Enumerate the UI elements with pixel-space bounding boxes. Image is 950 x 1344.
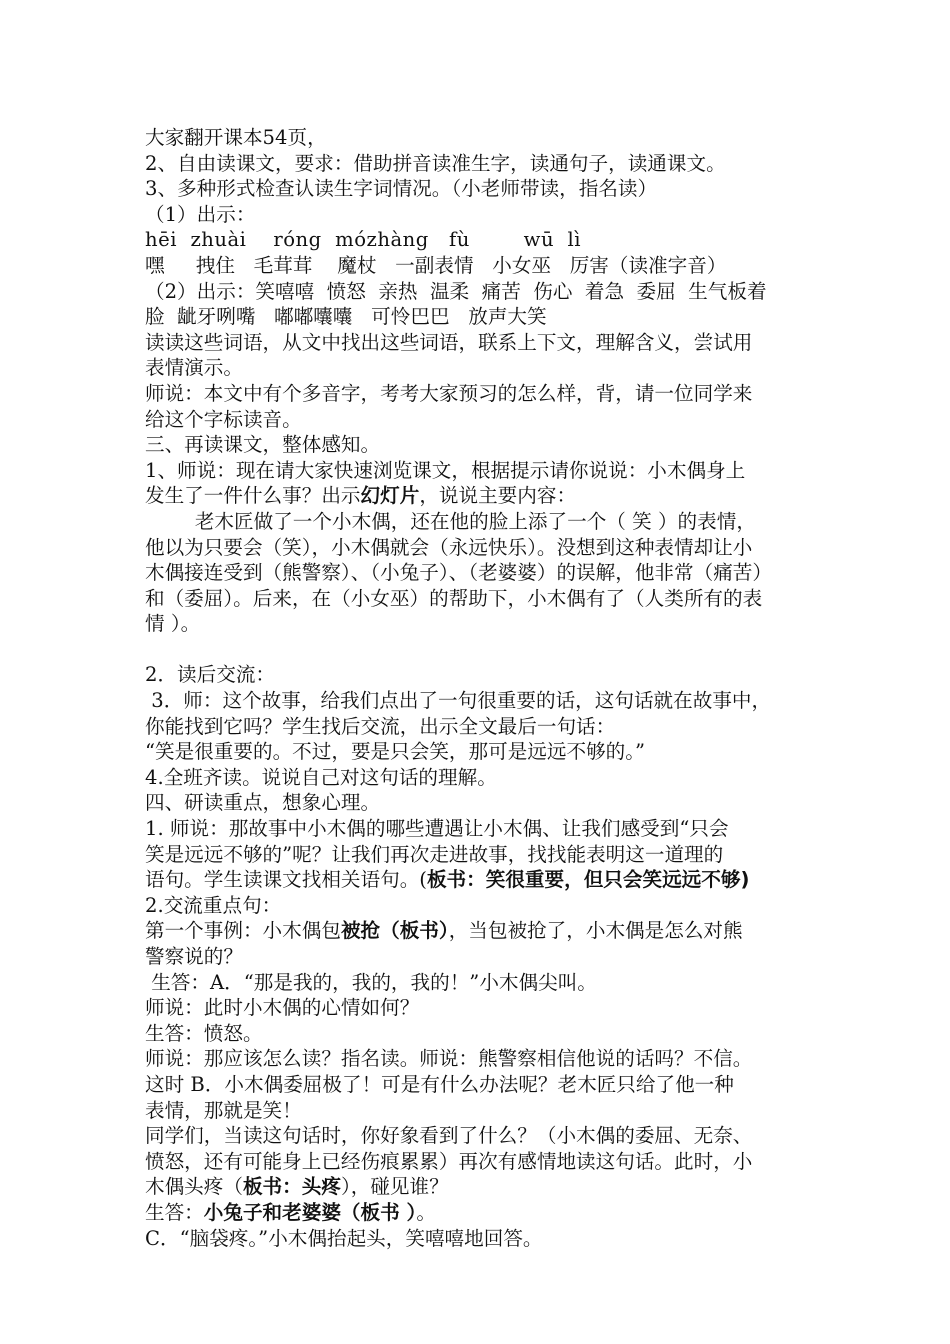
text-line	[145, 918, 825, 944]
text-span: 生答：	[145, 1200, 204, 1224]
text-line: 表情，那就是笑！	[145, 1098, 302, 1122]
text-span: 木偶头疼（	[145, 1175, 243, 1199]
text-line: 给这个字标读音。	[145, 407, 302, 431]
text-line: 表情演示。	[145, 356, 243, 380]
document-page	[145, 125, 825, 1251]
text-span: ），碰见谁？	[340, 1175, 449, 1199]
text-line	[145, 1200, 825, 1226]
vocab-line: （2）出示：笑嘻嘻 愤怒 亲热 温柔 痛苦 伤心 着急 委屈 生气板着	[145, 279, 767, 303]
text-line: 和（委屈）。后来，在（小女巫）的帮助下，小木偶有了（人类所有的表	[145, 586, 763, 610]
bold-text: 小兔子和老婆婆（板书 ）	[203, 1200, 417, 1224]
text-line: 3、多种形式检查认读生字词情况。（小老师带读，指名读）	[145, 177, 658, 201]
text-line: 2．读后交流：	[145, 663, 276, 687]
text-span: 。	[416, 1200, 436, 1224]
text-span: ，说说主要内容：	[419, 484, 577, 508]
text-line: 你能找到它吗？学生找后交流，出示全文最后一句话：	[145, 714, 616, 738]
text-span: 语句。学生读课文找相关语句。(	[145, 868, 427, 892]
text-line: 4.全班齐读。说说自己对这句话的理解。	[145, 765, 497, 789]
text-line: 3．师：这个故事，给我们点出了一句很重要的话，这句话就在故事中，	[145, 689, 772, 713]
text-line: 这时 B．小木偶委屈极了！可是有什么办法呢？老木匠只给了他一种	[145, 1072, 734, 1096]
bold-text: 幻灯片	[360, 484, 420, 508]
text-span: ，当包被抢了，小木偶是怎么对熊	[448, 919, 743, 943]
text-span: 第一个事例：小木偶包	[145, 919, 341, 943]
bold-text: 板书：头疼	[242, 1175, 341, 1199]
text-span: 发生了一件什么事？出示	[145, 484, 361, 508]
text-line: 木偶接连受到（熊警察）、（小兔子）、（老婆婆）的误解，他非常（痛苦）	[145, 561, 772, 585]
section-heading: 三、再读课文，整体感知。	[145, 433, 381, 457]
text-line: 他以为只要会（笑），小木偶就会（永远快乐）。没想到这种表情却让小	[145, 535, 753, 559]
text-line: 2、自由读课文，要求：借助拼音读准生字，读通句子，读通课文。	[145, 151, 726, 175]
text-line: 师说：本文中有个多音字，考考大家预习的怎么样，背，请一位同学来	[145, 381, 753, 405]
pinyin-line: hēi zhuài róng mózhàng fù wū lì	[145, 228, 582, 252]
bold-text: 被抢（板书）	[340, 919, 449, 943]
text-line: （1）出示：	[145, 202, 256, 226]
text-line: 师说：此时小木偶的心情如何？	[145, 996, 420, 1020]
quote-line: “笑是很重要的。不过，要是只会笑，那可是远远不够的。”	[145, 740, 646, 764]
text-line	[145, 483, 825, 509]
vocab-line: 嘿 拽住 毛茸茸 魔杖 一副表情 小女巫 厉害（读准字音）	[145, 253, 727, 277]
text-line: 大家翻开课本54页，	[145, 126, 327, 149]
text-line: 生答：A．“那是我的，我的，我的！”小木偶尖叫。	[145, 970, 597, 994]
text-line: 情 ）。	[145, 612, 201, 636]
section-heading: 四、研读重点，想象心理。	[145, 791, 381, 815]
text-line: 同学们，当读这句话时，你好象看到了什么？（小木偶的委屈、无奈、	[145, 1124, 753, 1148]
text-line: 笑是远远不够的”呢？让我们再次走进故事，找找能表明这一道理的	[145, 842, 724, 866]
text-line: 警察说的？	[145, 945, 243, 968]
text-line: 读读这些词语，从文中找出这些词语，联系上下文，理解含义，尝试用	[145, 330, 753, 354]
blank-line	[145, 637, 825, 663]
text-line	[145, 867, 825, 893]
text-line	[145, 1174, 825, 1200]
text-line: 生答：愤怒。	[145, 1021, 263, 1045]
text-line: 老木匠做了一个小木偶，还在他的脸上添了一个（ 笑 ）的表情，	[145, 509, 756, 533]
text-line: 1、师说：现在请大家快速浏览课文，根据提示请你说说：小木偶身上	[145, 458, 746, 482]
text-line: C．“脑袋疼。”小木偶抬起头，笑嘻嘻地回答。	[145, 1226, 543, 1250]
text-line: 愤怒，还有可能身上已经伤痕累累）再次有感情地读这句话。此时，小	[145, 1149, 753, 1173]
text-line: 1. 师说：那故事中小木偶的哪些遭遇让小木偶、让我们感受到“只会	[145, 817, 729, 841]
text-line: 师说：那应该怎么读？指名读。师说：熊警察相信他说的话吗？不信。	[145, 1047, 753, 1071]
text-line: 2.交流重点句：	[145, 893, 282, 917]
vocab-line: 脸 龇牙咧嘴 嘟嘟囔囔 可怜巴巴 放声大笑	[145, 305, 547, 329]
bold-text: 板书：笑很重要，但只会笑远远不够)	[426, 868, 750, 892]
